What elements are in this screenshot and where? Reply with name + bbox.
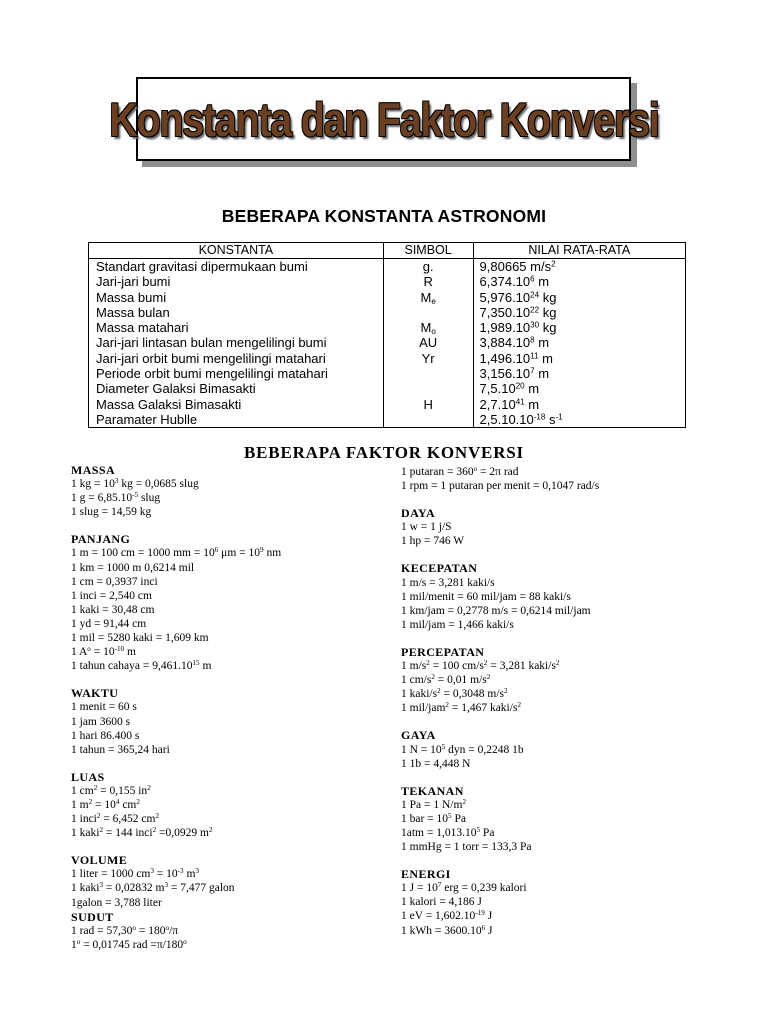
conversion-line: 1 rpm = 1 putaran per menit = 0,1047 rad/s — [401, 480, 600, 493]
constant-value: 1,496.10$^{11}$ m — [473, 351, 685, 366]
constant-value: 3,156.10$^7$ m — [473, 366, 685, 381]
constant-value: 7,350.10$^{22}$ kg — [473, 305, 685, 320]
conversion-line: 1 mil/jam = 1,466 kaki/s — [401, 618, 514, 631]
astro-constants-table — [88, 242, 686, 428]
column-header-konstanta: KONSTANTA — [89, 243, 384, 259]
constant-name: Massa Galaksi Bimasakti — [89, 397, 384, 412]
section-title: LUAS — [71, 769, 105, 784]
conversion-line: 1 mmHg = 1 torr = 133,3 Pa — [401, 841, 532, 854]
conversion-line: $1atm = 1,013.10^5$ Pa — [401, 826, 495, 839]
conversion-line: 1 hp = 746 W — [401, 535, 465, 548]
constant-symbol: $M_e$ — [383, 290, 473, 305]
constant-symbol — [383, 305, 473, 320]
conversion-line: 1 cm = 0,3937 inci — [71, 575, 158, 588]
conversion-line: 1 1b = 4,448 N — [401, 757, 471, 770]
conversion-line: 1 $cm^2 = 0,155$ $in^2$ — [71, 783, 151, 797]
section-title: MASSA — [71, 463, 116, 477]
conversion-section — [401, 561, 731, 631]
constant-symbol: $M_o$ — [383, 320, 473, 335]
conversion-line: 1 $m/s^2 = 100$ $cm/s^2 = 3,281$ kaki/$s^2$ — [401, 659, 560, 673]
conversion-section — [401, 506, 731, 548]
conversion-section — [401, 465, 731, 493]
conversion-line: 1 mil/jam$^2$ = 1,467 kaki/$s^2$ — [401, 701, 521, 715]
conversion-line: 1 mil/menit = 60 mil/jam = 88 kaki/s — [401, 590, 571, 603]
constant-symbol: AU — [383, 335, 473, 350]
conversion-line: 1 kWh = $3600.10^6$ J — [401, 923, 493, 937]
constant-name: Jari-jari orbit bumi mengelilingi matahari — [89, 351, 384, 366]
constant-symbol: H — [383, 397, 473, 412]
conversion-line: 1 km = 1000 m 0,6214 mil — [71, 561, 195, 574]
section-title: TEKANAN — [401, 783, 464, 798]
conversion-line: 1 eV = $1,602.10^{-19}$ J — [401, 909, 493, 923]
constant-value: 6,374.10$^6$ m — [473, 274, 685, 289]
table-row — [89, 351, 686, 366]
section-title: WAKTU — [71, 686, 119, 701]
constant-value: 1,989.10$^{30}$ kg — [473, 320, 685, 335]
conversion-line: 1 kaki = 30,48 cm — [71, 603, 155, 616]
constant-value: 2,7.10$^{41}$ m — [473, 397, 685, 412]
conversion-line: 1 tahun cahaya = $9,461.10^{15}$ m — [71, 659, 212, 673]
conversion-section — [71, 686, 371, 756]
conversion-line: 1 inci$^2$ = 6,452 $cm^2$ — [71, 812, 160, 826]
conversion-line: 1 liter = 1000 $cm^3 = 10^{-3}$ $m^3$ — [71, 867, 199, 881]
conversion-line: 1 tahun = 365,24 hari — [71, 743, 170, 756]
conversion-line: 1 $g = 6,85.10^{-5}$ slug — [71, 491, 161, 505]
constant-value: $2,5.10.10^{-18}$ $s^{-1}$ — [473, 412, 685, 428]
conversion-line: 1 $A^o = 10^{-10}$ m — [71, 645, 136, 659]
conversion-section — [401, 645, 731, 715]
conversion-line: 1 putaran = $360^o = 2\pi$ rad — [401, 465, 519, 478]
conversion-right-column — [401, 465, 731, 951]
constant-name: Massa matahari — [89, 320, 384, 335]
conversion-line: 1 mil = 5280 kaki = 1,609 km — [71, 632, 209, 645]
conversion-line: 1 bar = $10^5$ Pa — [401, 811, 466, 825]
conversion-line: 1 menit = 60 s — [71, 701, 137, 714]
conversion-line: 1 $m^2 = 10^4$ $cm^2$ — [71, 798, 140, 811]
page-title: Konstanta dan Faktor Konversi — [108, 92, 659, 146]
table-row — [89, 259, 686, 275]
table-row — [89, 305, 686, 320]
conversion-section — [71, 910, 371, 952]
constant-name: Periode orbit bumi mengelilingi matahari — [89, 366, 384, 381]
constant-symbol: g. — [383, 259, 473, 275]
constant-name: Massa bulan — [89, 305, 384, 320]
table-row — [89, 290, 686, 305]
conversion-section — [71, 853, 371, 909]
conversion-line: 1 slug = 14,59 kg — [71, 506, 152, 519]
constant-name: Standart gravitasi dipermukaan bumi — [89, 259, 384, 275]
conversion-line: 1 km/jam = 0,2778 m/s = 0,6214 mil/jam — [401, 604, 591, 617]
conversion-line: 1 jam 3600 s — [71, 715, 131, 728]
conversion-section — [401, 867, 731, 937]
conversion-line: 1 $N = 10^5$ dyn = 0,2248 1b — [401, 742, 524, 756]
section-title: ENERGI — [401, 867, 451, 882]
conversion-left-column — [71, 463, 371, 965]
table-row — [89, 274, 686, 289]
conversion-line: 1 w = 1 j/S — [401, 521, 452, 534]
conversion-line: 1 m/s = 3,281 kaki/s — [401, 576, 495, 589]
constant-value: 9,80665 $m/s^2$ — [473, 259, 685, 275]
conversion-line: 1 kaki$^3$ = 0,02832 $m^3 = 7,477$ galon — [71, 881, 235, 895]
column-header-nilai: NILAI RATA-RATA — [473, 243, 685, 259]
constant-symbol: Yr — [383, 351, 473, 366]
conversion-line: 1 $cm/s^2 = 0,01$ $m/s^2$ — [401, 673, 491, 687]
section-title: VOLUME — [71, 853, 128, 868]
constant-name: Paramater Hublle — [89, 412, 384, 428]
section-title: SUDUT — [71, 909, 114, 924]
conversion-section — [71, 463, 371, 519]
conversion-line: 1 kalori = 4,186 J — [401, 896, 482, 909]
constant-name: Massa bumi — [89, 290, 384, 305]
conversion-section — [71, 770, 371, 840]
conversion-section — [71, 532, 371, 673]
section-title: PANJANG — [71, 532, 131, 547]
column-header-simbol: SIMBOL — [383, 243, 473, 259]
constant-symbol — [383, 412, 473, 428]
conversion-line: 1 rad = $57,30^o = 180^o/\pi$ — [71, 923, 179, 937]
conversion-heading: BEBERAPA FAKTOR KONVERSI — [244, 443, 524, 462]
table-row — [89, 381, 686, 396]
table-row — [89, 366, 686, 381]
conversion-line: 1 Pa = 1 $N/m^2$ — [401, 797, 466, 811]
table-row — [89, 335, 686, 350]
table-header-row — [89, 243, 686, 259]
constant-symbol — [383, 381, 473, 396]
title-banner — [108, 77, 659, 161]
conversion-section — [401, 728, 731, 770]
conversion-line: 1 yd = 91,44 cm — [71, 617, 147, 630]
section-title: GAYA — [401, 728, 436, 743]
table-row — [89, 412, 686, 428]
conversion-section — [401, 784, 731, 854]
conversion-line: 1 $J = 10^7$ erg = 0,239 kalori — [401, 881, 527, 895]
table-row — [89, 320, 686, 335]
table-row — [89, 397, 686, 412]
conversion-line: 1 kg = $10^3$ kg = 0,0685 slug — [71, 477, 199, 491]
section-title: DAYA — [401, 506, 436, 521]
constant-name: Jari-jari lintasan bulan mengelilingi bumi — [89, 335, 384, 350]
section-title: PERCEPATAN — [401, 644, 485, 659]
constant-symbol: R — [383, 274, 473, 289]
conversion-line: $1^o = 0,01745$ rad $=\pi/180^o$ — [71, 937, 187, 951]
constant-name: Diameter Galaksi Bimasakti — [89, 381, 384, 396]
section-title: KECEPATAN — [401, 561, 478, 576]
constant-symbol — [383, 366, 473, 381]
constant-value: 5,976.10$^{24}$ kg — [473, 290, 685, 305]
constant-value: 7,5.10$^{20}$ m — [473, 381, 685, 396]
conversion-line: 1 inci = 2,540 cm — [71, 589, 152, 602]
constant-value: 3,884.10$^8$ m — [473, 335, 685, 350]
conversion-line: 1 m = 100 cm = 1000 mm = $10^6$ $\mu m = 10^9$ nm — [71, 546, 282, 560]
conversion-line: 1 hari 86.400 s — [71, 729, 140, 742]
conversion-line: 1 kaki$^2$ = 144 inci$^2$ =0,0929 $m^2$ — [71, 826, 213, 840]
constant-name: Jari-jari bumi — [89, 274, 384, 289]
conversion-line: 1 kaki/$s^2 = 0,3048$ $m/s^2$ — [401, 687, 508, 701]
conversion-line: 1galon = 3,788 liter — [71, 896, 162, 909]
astro-heading: BEBERAPA KONSTANTA ASTRONOMI — [221, 206, 547, 226]
